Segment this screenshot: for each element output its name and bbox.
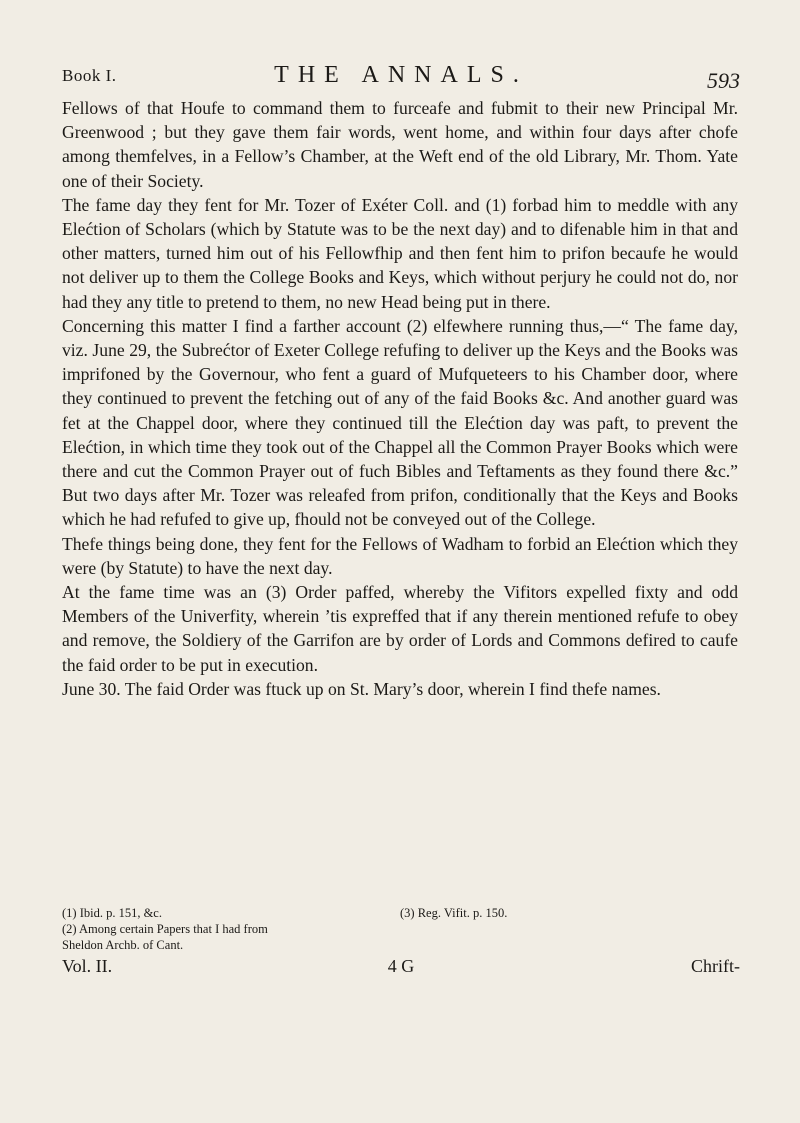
footnote-3: (3) Reg. Vifit. p. 150. (400, 906, 508, 920)
book-label: Book I. (62, 66, 117, 85)
paragraph-5: At the fame time was an (3) Order paffed, whereby the Vifitors expelled fixty and odd Members of the Univerfity, wherein ’tis expreffed that if any therein mentioned refufe to obey and remove, the Soldiery of the Garrifon are by order of Lords and Commons defired to caufe the faid order to be put in execution. (62, 582, 738, 675)
page-number: 593 (707, 68, 740, 93)
footnote-2-line-2: Sheldon Archb. of Cant. (62, 938, 184, 952)
paragraph-4: Thefe things being done, they fent for the Fellows of Wadham to forbid an Elećtion which they were (by Statute) to have the next day. (62, 533, 738, 578)
body-text (62, 96, 738, 701)
running-title: THE ANNALS. (274, 62, 528, 88)
running-head (62, 62, 740, 92)
page-footer (62, 956, 740, 980)
volume-label: Vol. II. (62, 956, 113, 976)
footnote-2-line-1: (2) Among certain Papers that I had from (62, 922, 268, 936)
paragraph-1: Fellows of that Houfe to command them to furceafe and fubmit to their new Principal Mr. Greenwood ; but they gave them fair words, went home, and within four days after chofe among themfelves, in a Fellow’s Chamber, at the Weft end of the old Library, Mr. Thom. Yate one of their Society. (62, 98, 738, 191)
paragraph-2: The fame day they fent for Mr. Tozer of Exéter Coll. and (1) forbad him to meddle with any Elećtion of Scholars (which by Statute was to be the next day) and to difenable him in that and other matters, turned him out of his Fellowfhip and then fent him to prifon becaufe he would not deliver up to them the College Books and Keys, which without perjury he could not do, nor had they any title to pretend to them, no new Head being put in there. (62, 194, 738, 312)
paragraph-3: Concerning this matter I find a farther account (2) elfewhere running thus,—“ The fame day, viz. June 29, the Subrećtor of Exeter College refufing to deliver up the Keys and the Books was imprifoned by the Governour, who fent a guard of Mufqueteers to his Chamber door, where they continued to prevent the fetching out of any of the faid Books &c. And another guard was fet at the Chappel door, where they continued till the Elećtion day was paft, to prevent the Elećtion, in which time they took out of the Chappel all the Common Prayer Books which were there and cut the Common Prayer out of fuch Bibles and Teftaments as they found there &c.” But two days after Mr. Tozer was releafed from prifon, conditionally that the Keys and Books which he had refufed to give up, fhould not be conveyed out of the College. (62, 315, 738, 530)
footnotes (62, 905, 738, 953)
footnote-1: (1) Ibid. p. 151, &c. (62, 906, 162, 920)
signature-mark: 4 G (387, 956, 415, 976)
paragraph-6: June 30. The faid Order was ftuck up on St. Mary’s door, wherein I find thefe names. (62, 678, 661, 699)
footnote-row (62, 905, 738, 921)
catchword: Chrift- (691, 956, 740, 976)
